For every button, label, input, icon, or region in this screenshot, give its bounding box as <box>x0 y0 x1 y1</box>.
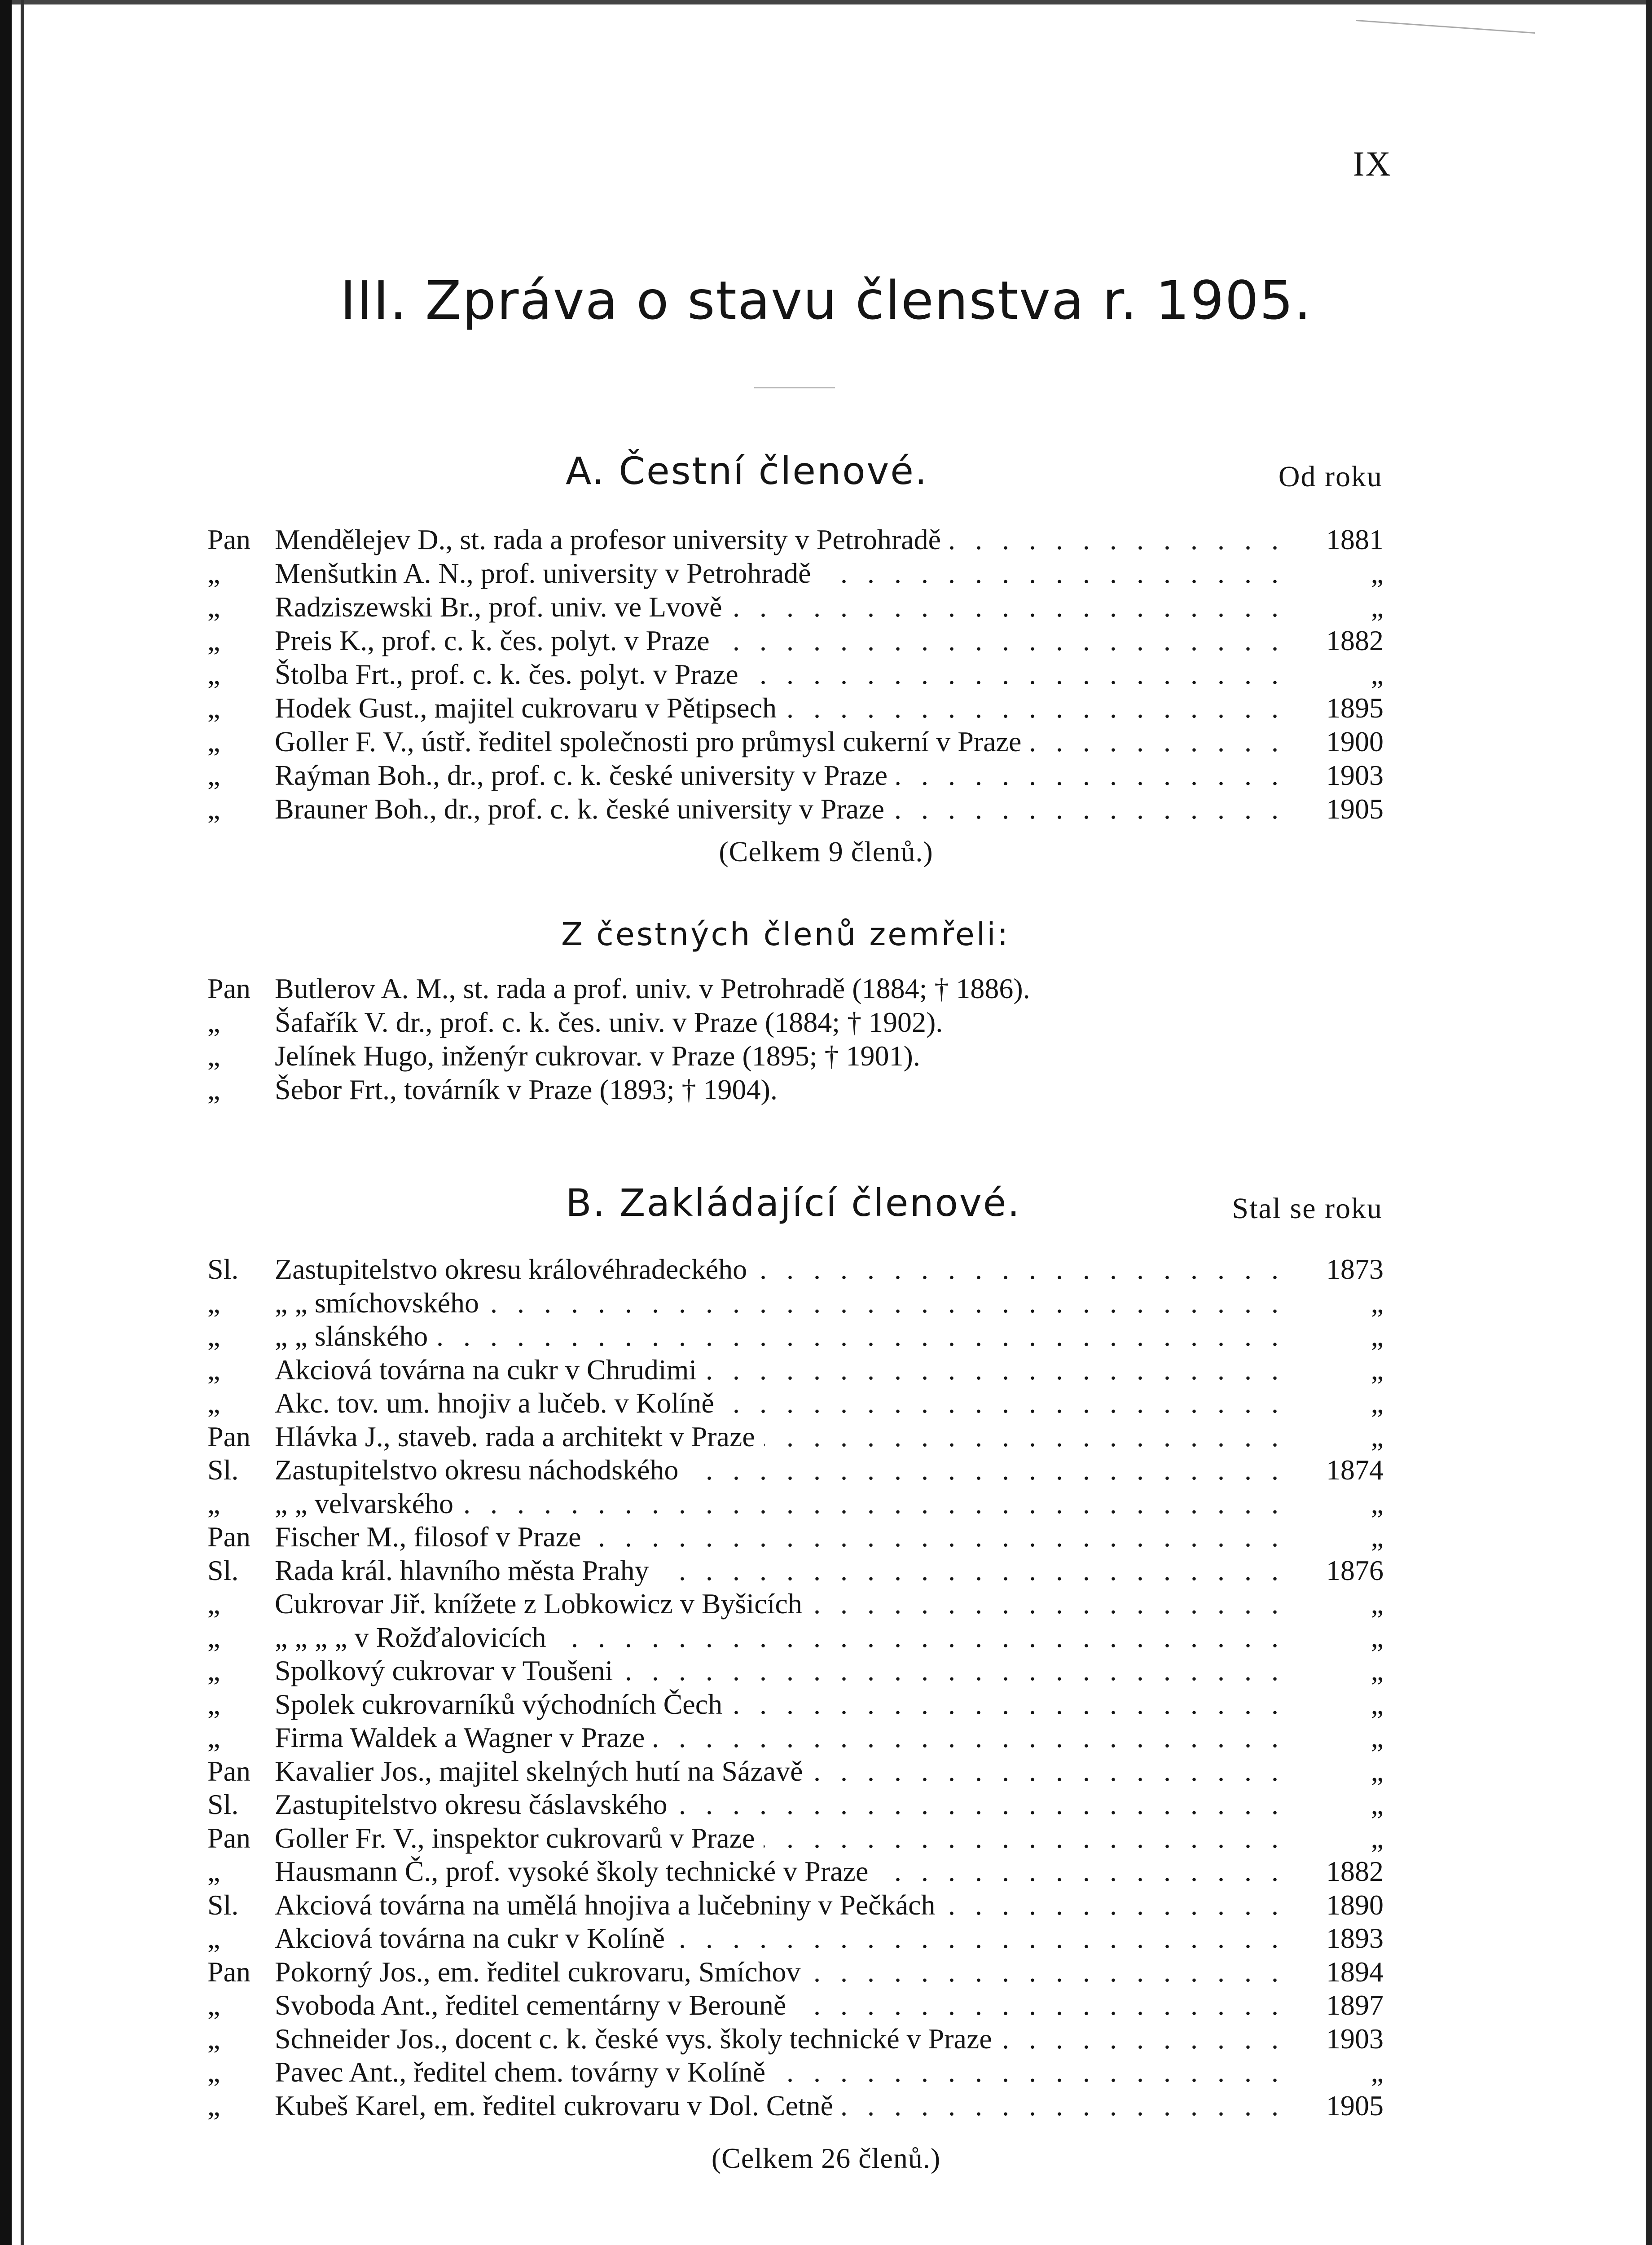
entry-prefix: Pan <box>207 973 250 1004</box>
list-item <box>207 1788 1384 1822</box>
entry-year: „ <box>1371 1755 1384 1787</box>
entry-text: Zastupitelstvo okresu královéhradeckého <box>275 1253 756 1285</box>
entry-text: Goller F. V., ústř. ředitel společnosti pro průmysl cukerní v Praze <box>275 726 1030 757</box>
entry-year: „ <box>1371 658 1384 690</box>
entry-prefix: „ <box>207 591 220 623</box>
entry-text: Šebor Frt., továrník v Praze (1893; † 1904). <box>275 1074 786 1105</box>
entry-text: Zastupitelstvo okresu náchodského <box>275 1454 687 1486</box>
entry-text: Fischer M., filosof v Praze <box>275 1521 590 1553</box>
list-item <box>207 972 1384 1005</box>
entry-text: Mendělejev D., st. rada a profesor university v Petrohradě <box>275 524 950 555</box>
entry-text: Cukrovar Jiř. knížete z Lobkowicz v Byšicích <box>275 1588 811 1620</box>
entry-year: „ <box>1371 1286 1384 1319</box>
section-b-column-label: Stal se roku <box>1232 1192 1383 1225</box>
entry-text: Jelínek Hugo, inženýr cukrovar. v Praze (1895; † 1901). <box>275 1040 929 1072</box>
entry-prefix: „ <box>207 1320 220 1352</box>
list-item <box>207 1487 1384 1521</box>
scan-border-left-inner <box>21 0 24 2245</box>
entry-year: 1903 <box>1326 759 1384 791</box>
entry-text: Radziszewski Br., prof. univ. ve Lvově <box>275 591 731 623</box>
list-item <box>207 1039 1384 1073</box>
entry-text: Šafařík V. dr., prof. c. k. čes. univ. v Praze (1884; † 1902). <box>275 1006 952 1038</box>
section-b-list <box>207 1253 1384 2122</box>
page-title: III. Zpráva o stavu členstva r. 1905. <box>340 269 1312 331</box>
entry-prefix: Sl. <box>207 1788 239 1820</box>
entry-year: 1903 <box>1326 2022 1384 2055</box>
list-item <box>207 2056 1384 2089</box>
entry-year: 1905 <box>1326 793 1384 825</box>
entry-prefix: Pan <box>207 1955 250 1988</box>
entry-prefix: „ <box>207 726 220 757</box>
entry-text: Brauner Boh., dr., prof. c. k. české university v Praze <box>275 793 893 825</box>
entry-prefix: Sl. <box>207 1454 239 1486</box>
list-item <box>207 1721 1384 1755</box>
entry-prefix: Pan <box>207 1755 250 1787</box>
title-divider <box>754 387 835 388</box>
entry-year: „ <box>1371 1822 1384 1854</box>
entry-year: „ <box>1371 1721 1384 1753</box>
entry-prefix: „ <box>207 692 220 724</box>
entry-text: „ „ „ „ v Rožďalovicích <box>275 1621 555 1653</box>
entry-prefix: Pan <box>207 1521 250 1553</box>
entry-year: 1905 <box>1326 2089 1384 2122</box>
entry-year: „ <box>1371 1655 1384 1686</box>
entry-prefix: Sl. <box>207 1554 239 1586</box>
entry-text: Pavec Ant., ředitel chem. továrny v Kolíně <box>275 2056 774 2088</box>
entry-year: 1893 <box>1326 1922 1384 1954</box>
list-item <box>207 1621 1384 1655</box>
entry-prefix: „ <box>207 1621 220 1653</box>
list-item <box>207 657 1384 691</box>
entry-prefix: „ <box>207 2089 220 2122</box>
entry-year: „ <box>1371 557 1384 589</box>
entry-year: „ <box>1371 1420 1384 1453</box>
list-item <box>207 1286 1384 1320</box>
list-item <box>207 1320 1384 1353</box>
list-item <box>207 1922 1384 1955</box>
entry-year: 1874 <box>1326 1454 1384 1486</box>
entry-year: „ <box>1371 1521 1384 1553</box>
page-number: IX <box>1353 144 1392 183</box>
list-item <box>207 758 1384 792</box>
scan-corner-mark <box>1356 20 1535 34</box>
entry-text: Raýman Boh., dr., prof. c. k. české university v Praze <box>275 759 896 791</box>
entry-text: „ „ slánského <box>275 1320 437 1352</box>
entry-prefix: Pan <box>207 524 250 555</box>
entry-text: Akciová továrna na umělá hnojiva a lučebniny v Pečkách <box>275 1889 944 1921</box>
list-item <box>207 691 1384 725</box>
entry-prefix: „ <box>207 1688 220 1720</box>
entry-prefix: „ <box>207 1006 220 1038</box>
entry-year: „ <box>1371 1588 1384 1620</box>
entry-year: 1876 <box>1326 1554 1384 1586</box>
entry-prefix: „ <box>207 2056 220 2088</box>
entry-prefix: „ <box>207 793 220 825</box>
list-item <box>207 725 1384 758</box>
section-a-column-label: Od roku <box>1278 460 1383 493</box>
entry-text: Schneider Jos., docent c. k. české vys. školy technické v Praze <box>275 2023 1001 2055</box>
list-item <box>207 1520 1384 1554</box>
list-item <box>207 1989 1384 2022</box>
entry-prefix: „ <box>207 1655 220 1686</box>
list-item <box>207 792 1384 826</box>
entry-text: Pokorný Jos., em. ředitel cukrovaru, Smíchov <box>275 1956 809 1988</box>
entry-text: Akc. tov. um. hnojiv a lučeb. v Kolíně <box>275 1387 723 1419</box>
entry-year: „ <box>1371 1320 1384 1352</box>
entry-year: 1894 <box>1326 1955 1384 1988</box>
entry-prefix: „ <box>207 2022 220 2055</box>
list-item <box>207 1855 1384 1888</box>
entry-text: Butlerov A. M., st. rada a prof. univ. v Petrohradě (1884; † 1886). <box>275 973 1039 1004</box>
section-b-heading: B. Zakládající členové. <box>566 1181 1021 1225</box>
list-item <box>207 1253 1384 1286</box>
entry-prefix: „ <box>207 1074 220 1105</box>
entry-year: 1881 <box>1326 524 1384 555</box>
entry-year: 1890 <box>1326 1888 1384 1921</box>
entry-prefix: Sl. <box>207 1253 239 1285</box>
deceased-heading: Z čestných členů zemřeli: <box>561 916 1010 953</box>
list-item <box>207 1073 1384 1106</box>
entry-year: 1882 <box>1326 625 1384 656</box>
list-item <box>207 1654 1384 1688</box>
scan-border-top <box>0 0 1652 4</box>
list-item <box>207 2089 1384 2123</box>
entry-year: „ <box>1371 1788 1384 1820</box>
entry-prefix: „ <box>207 1286 220 1319</box>
list-item <box>207 1888 1384 1922</box>
entry-prefix: „ <box>207 625 220 656</box>
entry-prefix: „ <box>207 1989 220 2021</box>
entry-year: 1900 <box>1326 726 1384 757</box>
entry-text: Akciová továrna na cukr v Chrudimi <box>275 1354 706 1386</box>
entry-text: Spolek cukrovarníků východních Čech <box>275 1688 731 1720</box>
section-a-list <box>207 523 1384 826</box>
list-item <box>207 1420 1384 1454</box>
entry-prefix: „ <box>207 557 220 589</box>
entry-year: „ <box>1371 1621 1384 1653</box>
entry-text: Spolkový cukrovar v Toušeni <box>275 1655 622 1686</box>
entry-year: 1897 <box>1326 1989 1384 2021</box>
section-a-heading: A. Čestní členové. <box>566 449 928 493</box>
entry-text: Zastupitelstvo okresu čáslavského <box>275 1788 676 1820</box>
entry-text: Kavalier Jos., majitel skelných hutí na Sázavě <box>275 1755 812 1787</box>
entry-text: Svoboda Ant., ředitel cementárny v Berouně <box>275 1989 795 2021</box>
entry-prefix: „ <box>207 1588 220 1620</box>
entry-text: Kubeš Karel, em. ředitel cukrovaru v Dol. Cetně <box>275 2090 842 2122</box>
entry-year: 1895 <box>1326 692 1384 724</box>
deceased-list <box>207 972 1384 1106</box>
entry-text: Hodek Gust., majitel cukrovaru v Pětipsech <box>275 692 786 724</box>
entry-year: 1873 <box>1326 1253 1384 1285</box>
list-item <box>207 1353 1384 1387</box>
list-item <box>207 523 1384 556</box>
entry-year: „ <box>1371 1688 1384 1720</box>
entry-text: Preis K., prof. c. k. čes. polyt. v Praze <box>275 625 719 656</box>
entry-text: Goller Fr. V., inspektor cukrovarů v Praze <box>275 1822 764 1854</box>
entry-prefix: „ <box>207 1387 220 1419</box>
entry-text: Rada král. hlavního města Prahy <box>275 1554 658 1586</box>
entry-prefix: „ <box>207 1922 220 1954</box>
entry-year: 1882 <box>1326 1855 1384 1887</box>
entry-year: „ <box>1371 1387 1384 1419</box>
list-item <box>207 1453 1384 1487</box>
list-item <box>207 1955 1384 1989</box>
entry-text: Firma Waldek a Wagner v Praze <box>275 1721 654 1753</box>
list-item <box>207 2022 1384 2056</box>
entry-prefix: Pan <box>207 1420 250 1453</box>
entry-prefix: „ <box>207 1721 220 1753</box>
entry-prefix: „ <box>207 658 220 690</box>
entry-prefix: „ <box>207 1353 220 1386</box>
entry-text: Hlávka J., staveb. rada a architekt v Praze <box>275 1421 764 1453</box>
scan-border-left <box>0 0 12 2245</box>
entry-prefix: „ <box>207 1855 220 1887</box>
list-item <box>207 1554 1384 1588</box>
entry-year: „ <box>1371 591 1384 623</box>
list-item <box>207 1587 1384 1621</box>
entry-prefix: Sl. <box>207 1888 239 1921</box>
list-item <box>207 1822 1384 1855</box>
entry-year: „ <box>1371 1487 1384 1519</box>
section-a-total: (Celkem 9 členů.) <box>719 836 933 867</box>
list-item <box>207 590 1384 624</box>
entry-text: Akciová továrna na cukr v Kolíně <box>275 1922 674 1954</box>
list-item <box>207 1387 1384 1420</box>
section-b-total: (Celkem 26 členů.) <box>711 2142 941 2174</box>
list-item <box>207 624 1384 657</box>
scan-border-right <box>1646 0 1652 2245</box>
list-item <box>207 1755 1384 1788</box>
entry-text: „ „ smíchovského <box>275 1287 488 1319</box>
entry-text: Menšutkin A. N., prof. university v Petrohradě <box>275 557 820 589</box>
entry-prefix: „ <box>207 1040 220 1072</box>
entry-text: Štolba Frt., prof. c. k. čes. polyt. v Praze <box>275 658 747 690</box>
list-item <box>207 1005 1384 1039</box>
entry-text: Hausmann Č., prof. vysoké školy technické v Praze <box>275 1855 877 1887</box>
entry-prefix: „ <box>207 759 220 791</box>
entry-text: „ „ velvarského <box>275 1488 462 1519</box>
entry-year: „ <box>1371 1353 1384 1386</box>
entry-prefix: Pan <box>207 1822 250 1854</box>
entry-year: „ <box>1371 2056 1384 2088</box>
list-item <box>207 556 1384 590</box>
entry-prefix: „ <box>207 1487 220 1519</box>
list-item <box>207 1688 1384 1721</box>
